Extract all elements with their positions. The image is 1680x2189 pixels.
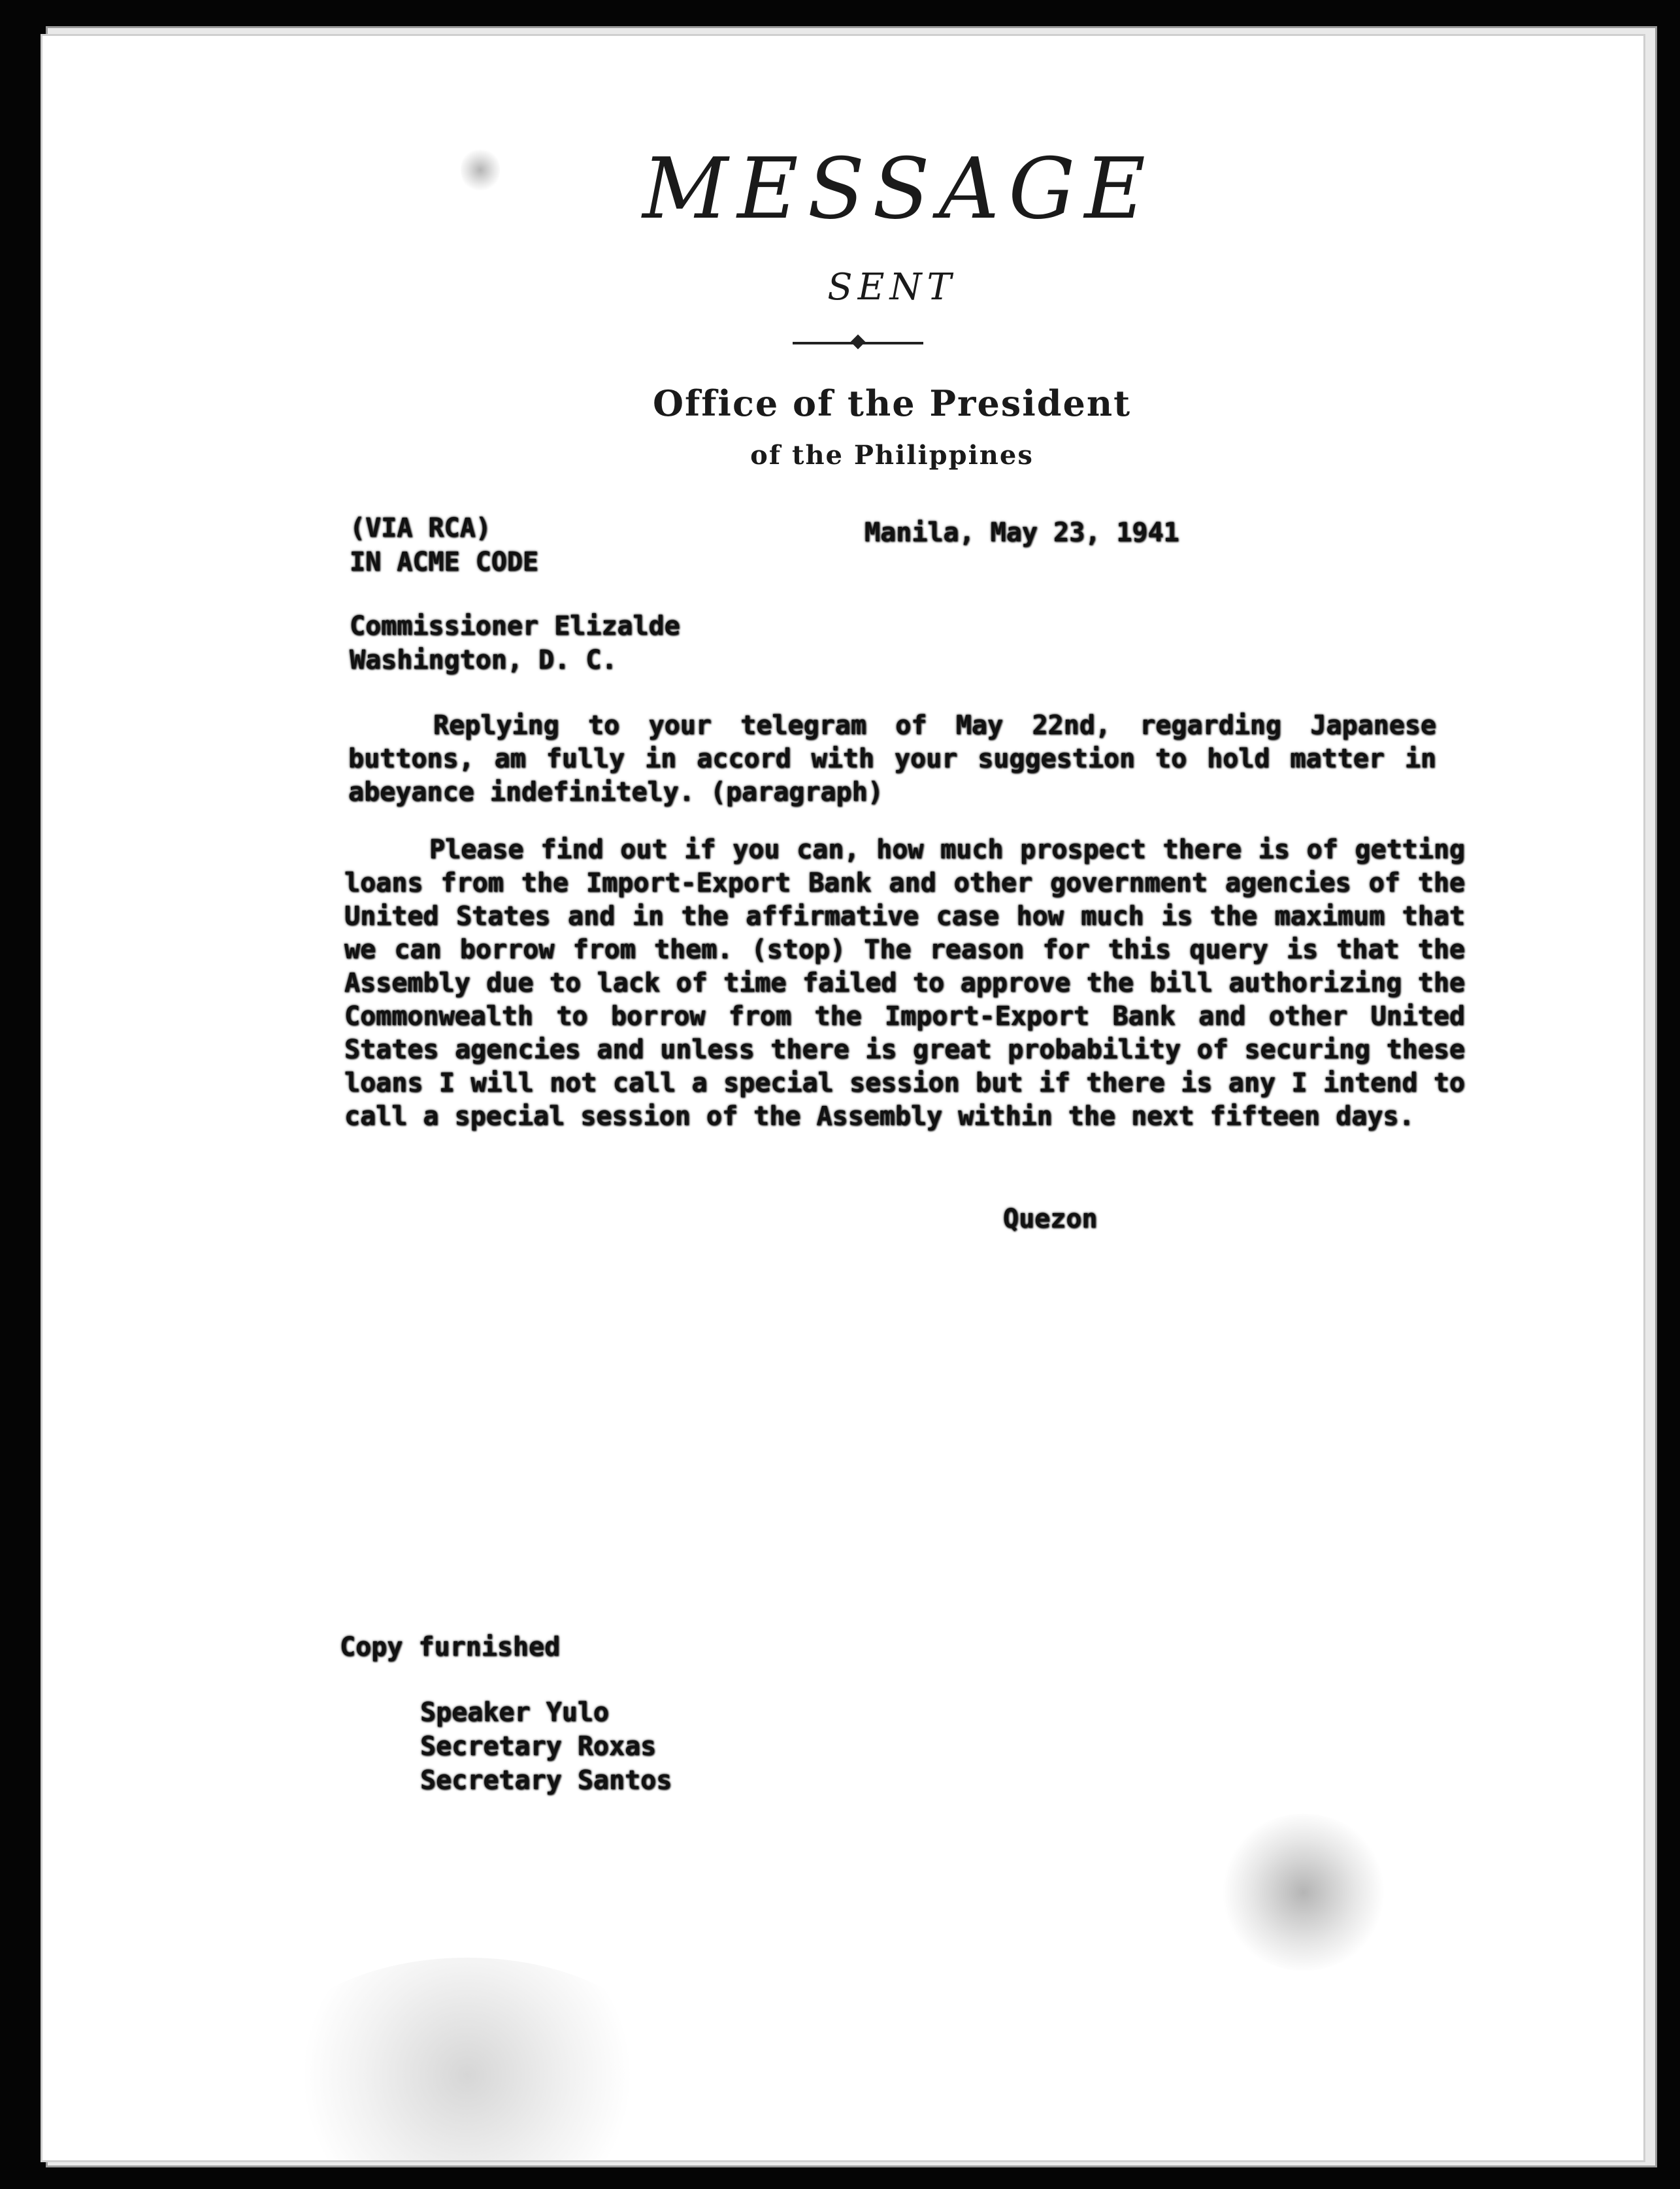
message-date: Manila, May 23, 1941: [865, 518, 1179, 548]
body-paragraph-2: Please find out if you can, how much prospect there is of getting loans from the Import-Export Bank and other government agencies of the United States and in the affirmative case how much is the maximum that we can borrow from them. (stop) The reason for this query is that the Assembly due to lack of time failed to approve the bill authorizing the Commonwealth to borrow from the Import-Export Bank and other United States agencies and unless there is great probability of securing these loans I will not call a special session but if there is any I intend to call a special session of the Assembly within the next fifteen days.: [344, 835, 1465, 1131]
message-title: MESSAGE: [642, 141, 1155, 238]
office-subheading: of the Philippines: [750, 440, 1034, 471]
message-subtitle: SENT: [827, 266, 957, 309]
copy-recipient: Secretary Santos: [420, 1765, 672, 1796]
ink-smudge-right: [1219, 1814, 1389, 1971]
routing-code: IN ACME CODE: [350, 547, 538, 577]
addressee-location: Washington, D. C.: [350, 645, 618, 675]
copy-recipient: Secretary Roxas: [420, 1731, 657, 1762]
copy-furnished-label: Copy furnished: [340, 1632, 561, 1662]
routing-via: (VIA RCA): [350, 513, 491, 543]
addressee-name: Commissioner Elizalde: [350, 611, 680, 641]
copy-recipient: Speaker Yulo: [420, 1697, 609, 1728]
ink-smudge-bottom: [265, 1958, 670, 2162]
divider-ornament: [851, 335, 866, 350]
body-paragraph-1: Replying to your telegram of May 22nd, regarding Japanese buttons, am fully in accord with your suggestion to hold matter in abeyance indefinitely. (paragraph): [348, 710, 1436, 807]
signature: Quezon: [1003, 1204, 1098, 1234]
document-page: [41, 34, 1645, 2162]
office-heading: Office of the President: [652, 382, 1132, 424]
